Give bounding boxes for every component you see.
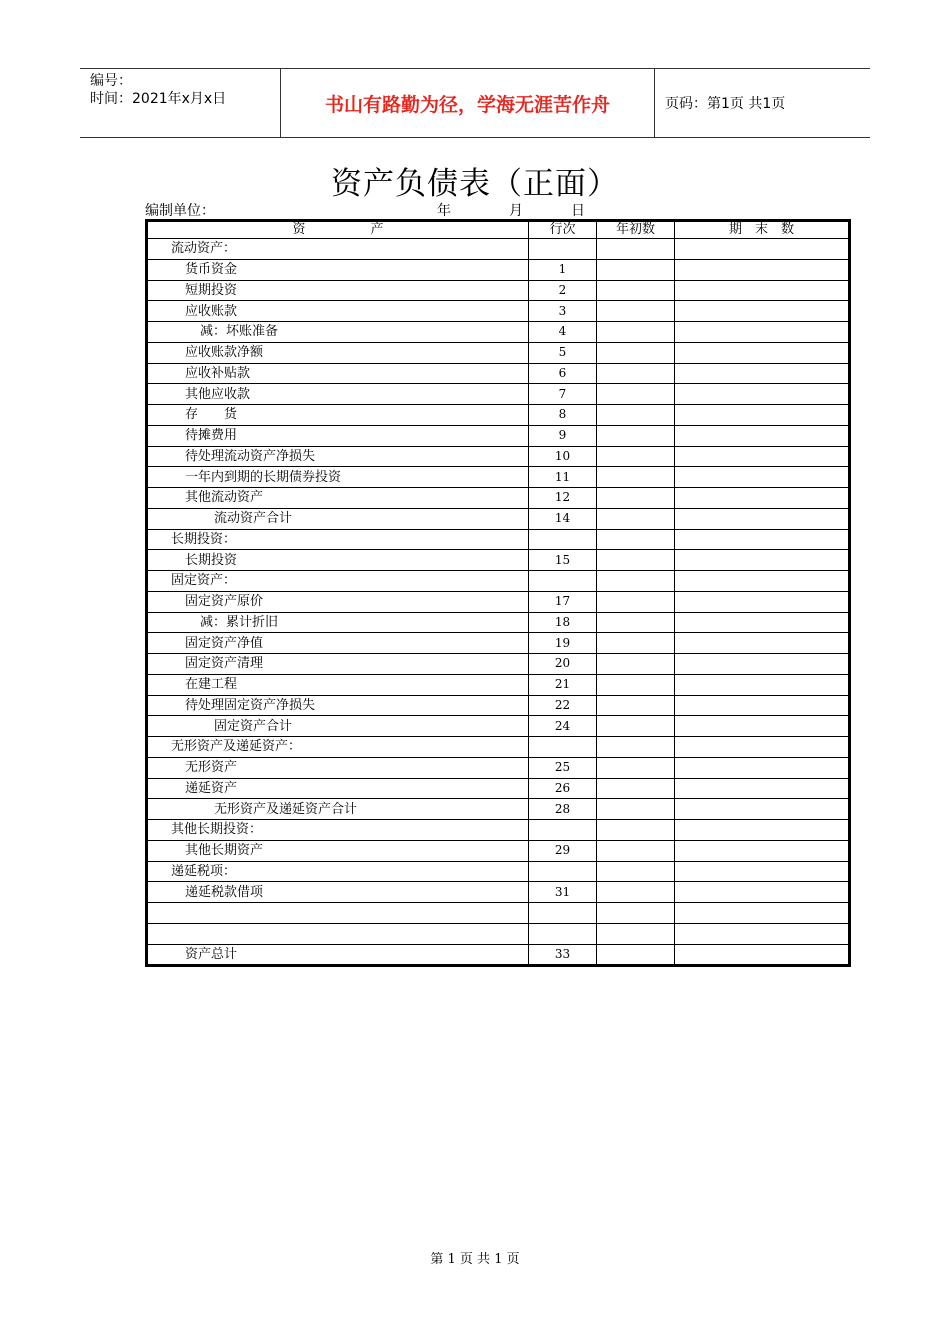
- header-line-number: 行次: [529, 221, 597, 239]
- row-ending-balance-cell[interactable]: [675, 923, 850, 944]
- row-item-label: 递延税项：: [147, 861, 529, 882]
- row-beginning-balance-cell[interactable]: [597, 757, 675, 778]
- row-beginning-balance-cell[interactable]: [597, 571, 675, 592]
- row-line-number: 17: [529, 591, 597, 612]
- row-line-number: 29: [529, 840, 597, 861]
- table-row: [147, 280, 850, 301]
- row-beginning-balance-cell[interactable]: [597, 301, 675, 322]
- row-item-label: 无形资产及递延资产合计: [147, 799, 529, 820]
- row-line-number: [529, 571, 597, 592]
- row-beginning-balance-cell[interactable]: [597, 944, 675, 966]
- table-row: [147, 467, 850, 488]
- row-ending-balance-cell[interactable]: [675, 861, 850, 882]
- row-ending-balance-cell[interactable]: [675, 508, 850, 529]
- month-blank: [451, 205, 509, 220]
- row-line-number: 25: [529, 757, 597, 778]
- row-ending-balance-cell[interactable]: [675, 820, 850, 841]
- table-row: [147, 259, 850, 280]
- table-row: [147, 923, 850, 944]
- row-beginning-balance-cell[interactable]: [597, 529, 675, 550]
- row-ending-balance-cell[interactable]: [675, 654, 850, 675]
- row-line-number: 6: [529, 363, 597, 384]
- row-ending-balance-cell[interactable]: [675, 799, 850, 820]
- row-ending-balance-cell[interactable]: [675, 840, 850, 861]
- row-beginning-balance-cell[interactable]: [597, 674, 675, 695]
- table-row: [147, 529, 850, 550]
- row-beginning-balance-cell[interactable]: [597, 508, 675, 529]
- row-item-label: 无形资产及递延资产：: [147, 737, 529, 758]
- unit-date-row: [145, 200, 850, 218]
- row-item-label: [147, 923, 529, 944]
- row-ending-balance-cell[interactable]: [675, 944, 850, 966]
- row-line-number: [529, 923, 597, 944]
- row-line-number: 20: [529, 654, 597, 675]
- table-row: [147, 550, 850, 571]
- row-beginning-balance-cell[interactable]: [597, 467, 675, 488]
- row-item-label: 长期投资: [147, 550, 529, 571]
- row-ending-balance-cell[interactable]: [675, 342, 850, 363]
- row-item-label: 流动资产合计: [147, 508, 529, 529]
- table-row: [147, 508, 850, 529]
- row-line-number: 18: [529, 612, 597, 633]
- row-beginning-balance-cell[interactable]: [597, 840, 675, 861]
- table-header-row: [147, 221, 850, 239]
- row-item-label: 固定资产净值: [147, 633, 529, 654]
- table-row: [147, 840, 850, 861]
- header-motto: 书山有路勤为径，学海无涯苦作舟: [280, 69, 655, 137]
- table-row: [147, 903, 850, 924]
- row-beginning-balance-cell[interactable]: [597, 820, 675, 841]
- document-header: [80, 68, 870, 138]
- row-beginning-balance-cell[interactable]: [597, 903, 675, 924]
- row-ending-balance-cell[interactable]: [675, 778, 850, 799]
- row-beginning-balance-cell[interactable]: [597, 280, 675, 301]
- row-line-number: [529, 820, 597, 841]
- row-item-label: 固定资产原价: [147, 591, 529, 612]
- table-row: [147, 591, 850, 612]
- table-row: [147, 612, 850, 633]
- year-label: 年: [437, 203, 451, 219]
- row-item-label: 应收补贴款: [147, 363, 529, 384]
- document-time-label: 时间：2021年x月x日: [90, 91, 227, 107]
- row-line-number: [529, 239, 597, 260]
- balance-sheet-body: [147, 221, 850, 966]
- table-row: [147, 778, 850, 799]
- table-row: [147, 633, 850, 654]
- table-row: [147, 654, 850, 675]
- row-ending-balance-cell[interactable]: [675, 488, 850, 509]
- row-line-number: [529, 529, 597, 550]
- table-row: [147, 882, 850, 903]
- row-line-number: 28: [529, 799, 597, 820]
- year-blank: [379, 205, 437, 220]
- day-label: 日: [571, 203, 585, 219]
- row-beginning-balance-cell[interactable]: [597, 363, 675, 384]
- row-item-label: 其他流动资产: [147, 488, 529, 509]
- row-line-number: 12: [529, 488, 597, 509]
- compiling-unit-label: 编制单位：: [145, 203, 215, 219]
- row-item-label: 应收账款: [147, 301, 529, 322]
- balance-sheet-table: [145, 219, 851, 967]
- row-item-label: 其他长期投资：: [147, 820, 529, 841]
- row-ending-balance-cell[interactable]: [675, 405, 850, 426]
- row-ending-balance-cell[interactable]: [675, 591, 850, 612]
- row-ending-balance-cell[interactable]: [675, 633, 850, 654]
- row-beginning-balance-cell[interactable]: [597, 695, 675, 716]
- row-line-number: 1: [529, 259, 597, 280]
- row-ending-balance-cell[interactable]: [675, 529, 850, 550]
- row-ending-balance-cell[interactable]: [675, 363, 850, 384]
- row-item-label: 待摊费用: [147, 425, 529, 446]
- row-ending-balance-cell[interactable]: [675, 903, 850, 924]
- document-number-label: 编号：: [90, 73, 132, 89]
- row-ending-balance-cell[interactable]: [675, 550, 850, 571]
- row-item-label: 待处理固定资产净损失: [147, 695, 529, 716]
- row-ending-balance-cell[interactable]: [675, 612, 850, 633]
- header-page-info: 页码：第1页 共1页: [665, 96, 786, 112]
- table-row: [147, 944, 850, 966]
- row-beginning-balance-cell[interactable]: [597, 612, 675, 633]
- row-item-label: 递延资产: [147, 778, 529, 799]
- day-blank: [523, 205, 571, 220]
- row-beginning-balance-cell[interactable]: [597, 799, 675, 820]
- row-beginning-balance-cell[interactable]: [597, 488, 675, 509]
- row-item-label: 待处理流动资产净损失: [147, 446, 529, 467]
- row-ending-balance-cell[interactable]: [675, 571, 850, 592]
- row-line-number: 15: [529, 550, 597, 571]
- row-line-number: [529, 737, 597, 758]
- row-beginning-balance-cell[interactable]: [597, 259, 675, 280]
- row-ending-balance-cell[interactable]: [675, 384, 850, 405]
- row-beginning-balance-cell[interactable]: [597, 425, 675, 446]
- row-beginning-balance-cell[interactable]: [597, 384, 675, 405]
- row-item-label: 在建工程: [147, 674, 529, 695]
- row-ending-balance-cell[interactable]: [675, 425, 850, 446]
- row-line-number: 4: [529, 322, 597, 343]
- row-item-label: 固定资产：: [147, 571, 529, 592]
- row-item-label: 固定资产清理: [147, 654, 529, 675]
- table-row: [147, 322, 850, 343]
- row-ending-balance-cell[interactable]: [675, 716, 850, 737]
- row-beginning-balance-cell[interactable]: [597, 737, 675, 758]
- row-line-number: 14: [529, 508, 597, 529]
- row-beginning-balance-cell[interactable]: [597, 322, 675, 343]
- table-row: [147, 239, 850, 260]
- row-line-number: [529, 903, 597, 924]
- date-line: [379, 200, 585, 220]
- row-ending-balance-cell[interactable]: [675, 467, 850, 488]
- row-line-number: 22: [529, 695, 597, 716]
- row-beginning-balance-cell[interactable]: [597, 342, 675, 363]
- row-beginning-balance-cell[interactable]: [597, 550, 675, 571]
- row-item-label: 货币资金: [147, 259, 529, 280]
- row-line-number: 33: [529, 944, 597, 966]
- month-label: 月: [509, 203, 523, 219]
- row-line-number: 8: [529, 405, 597, 426]
- table-row: [147, 737, 850, 758]
- table-row: [147, 716, 850, 737]
- row-item-label: 长期投资：: [147, 529, 529, 550]
- row-beginning-balance-cell[interactable]: [597, 239, 675, 260]
- row-line-number: 24: [529, 716, 597, 737]
- table-row: [147, 674, 850, 695]
- row-ending-balance-cell[interactable]: [675, 695, 850, 716]
- row-beginning-balance-cell[interactable]: [597, 861, 675, 882]
- header-asset: 资 产: [147, 221, 529, 239]
- row-ending-balance-cell[interactable]: [675, 301, 850, 322]
- row-ending-balance-cell[interactable]: [675, 322, 850, 343]
- table-row: [147, 820, 850, 841]
- header-meta: [80, 69, 280, 137]
- table-row: [147, 799, 850, 820]
- row-item-label: 其他长期资产: [147, 840, 529, 861]
- row-item-label: 应收账款净额: [147, 342, 529, 363]
- header-ending-balance: 期 末 数: [675, 221, 850, 239]
- row-item-label: 流动资产：: [147, 239, 529, 260]
- row-beginning-balance-cell[interactable]: [597, 591, 675, 612]
- table-row: [147, 342, 850, 363]
- row-line-number: 11: [529, 467, 597, 488]
- row-line-number: 21: [529, 674, 597, 695]
- row-ending-balance-cell[interactable]: [675, 674, 850, 695]
- row-ending-balance-cell[interactable]: [675, 280, 850, 301]
- row-ending-balance-cell[interactable]: [675, 882, 850, 903]
- row-item-label: 减：累计折旧: [147, 612, 529, 633]
- table-row: [147, 301, 850, 322]
- row-ending-balance-cell[interactable]: [675, 737, 850, 758]
- row-line-number: 5: [529, 342, 597, 363]
- row-beginning-balance-cell[interactable]: [597, 405, 675, 426]
- row-line-number: 26: [529, 778, 597, 799]
- table-row: [147, 425, 850, 446]
- row-item-label: [147, 903, 529, 924]
- row-item-label: 短期投资: [147, 280, 529, 301]
- row-item-label: 无形资产: [147, 757, 529, 778]
- row-line-number: 9: [529, 425, 597, 446]
- row-line-number: 7: [529, 384, 597, 405]
- row-item-label: 其他应收款: [147, 384, 529, 405]
- row-beginning-balance-cell[interactable]: [597, 923, 675, 944]
- table-row: [147, 384, 850, 405]
- row-beginning-balance-cell[interactable]: [597, 882, 675, 903]
- row-line-number: 31: [529, 882, 597, 903]
- row-item-label: 资产总计: [147, 944, 529, 966]
- table-row: [147, 405, 850, 426]
- row-beginning-balance-cell[interactable]: [597, 778, 675, 799]
- row-ending-balance-cell[interactable]: [675, 239, 850, 260]
- page-footer: 第 1 页 共 1 页: [430, 1252, 520, 1267]
- row-item-label: 一年内到期的长期债券投资: [147, 467, 529, 488]
- table-row: [147, 363, 850, 384]
- row-ending-balance-cell[interactable]: [675, 757, 850, 778]
- row-beginning-balance-cell[interactable]: [597, 654, 675, 675]
- row-line-number: 19: [529, 633, 597, 654]
- row-item-label: 存 货: [147, 405, 529, 426]
- row-ending-balance-cell[interactable]: [675, 259, 850, 280]
- row-beginning-balance-cell[interactable]: [597, 633, 675, 654]
- row-item-label: 递延税款借项: [147, 882, 529, 903]
- row-ending-balance-cell[interactable]: [675, 446, 850, 467]
- row-beginning-balance-cell[interactable]: [597, 446, 675, 467]
- row-item-label: 减：坏账准备: [147, 322, 529, 343]
- row-beginning-balance-cell[interactable]: [597, 716, 675, 737]
- row-line-number: 10: [529, 446, 597, 467]
- header-beginning-balance: 年初数: [597, 221, 675, 239]
- table-row: [147, 695, 850, 716]
- row-line-number: 2: [529, 280, 597, 301]
- table-row: [147, 571, 850, 592]
- table-row: [147, 446, 850, 467]
- page-title: 资产负债表（正面）: [331, 166, 619, 202]
- row-item-label: 固定资产合计: [147, 716, 529, 737]
- row-line-number: 3: [529, 301, 597, 322]
- row-line-number: [529, 861, 597, 882]
- table-row: [147, 757, 850, 778]
- table-row: [147, 861, 850, 882]
- table-row: [147, 488, 850, 509]
